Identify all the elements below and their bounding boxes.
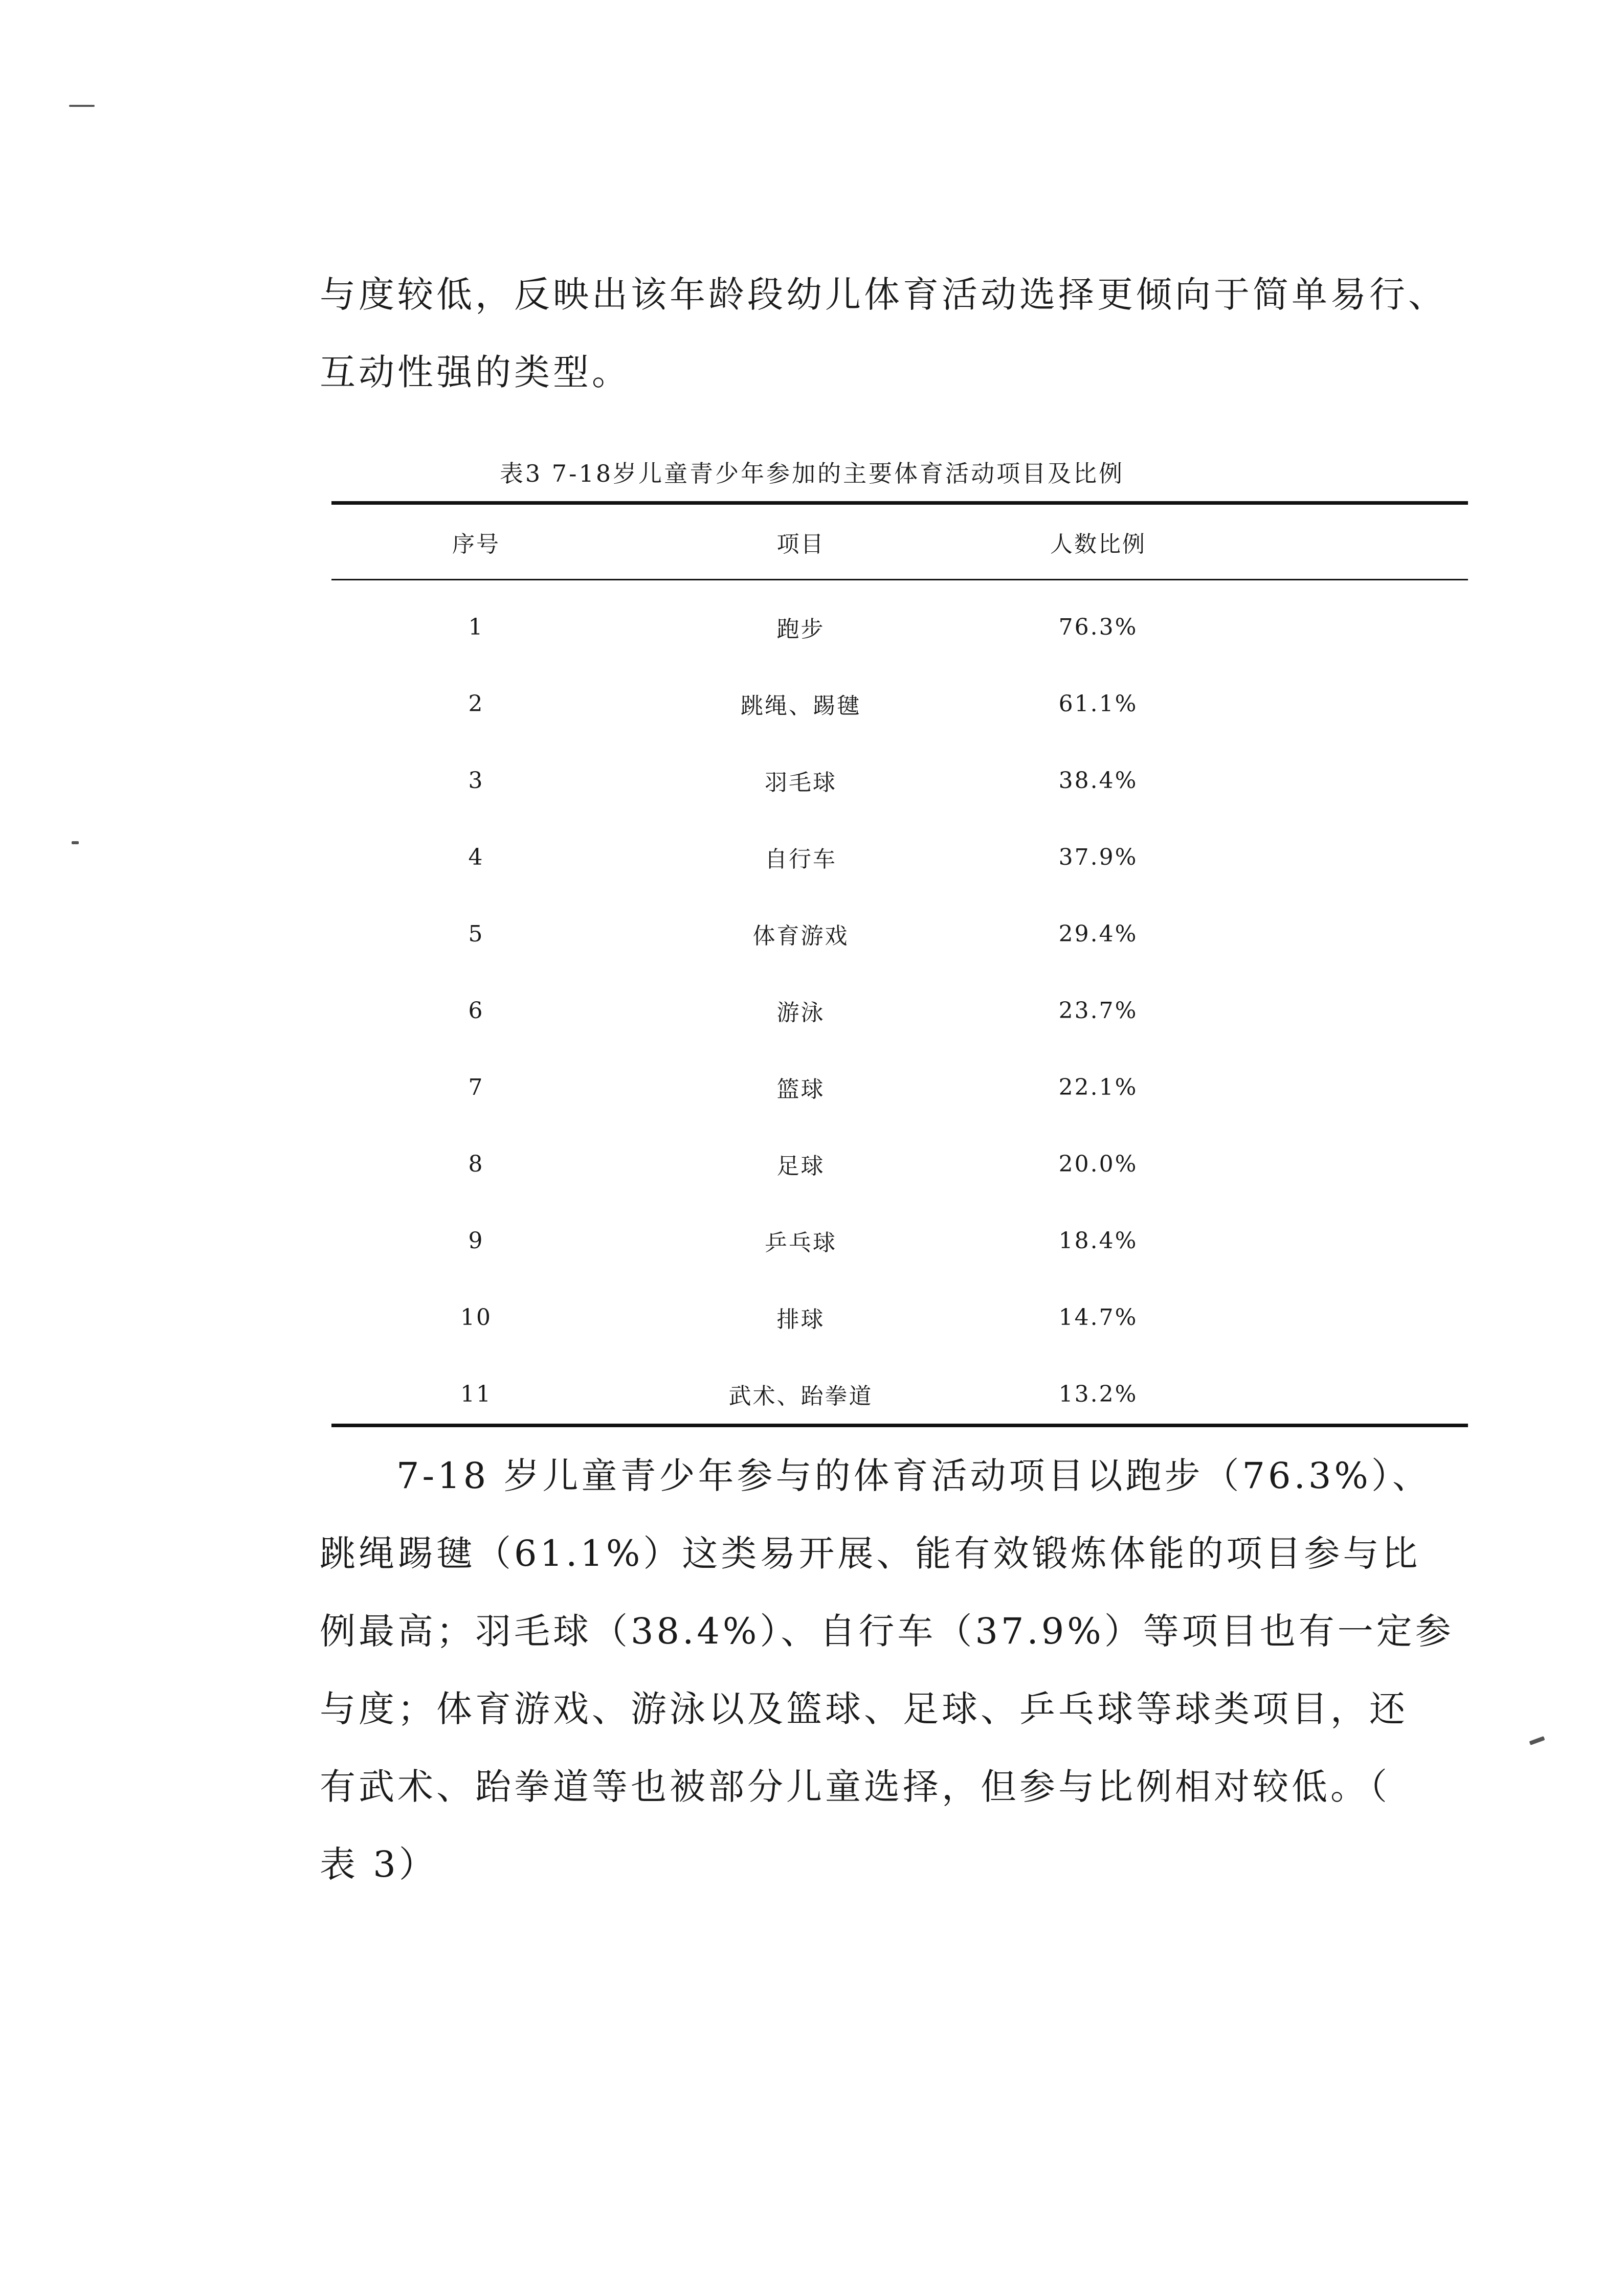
table-row [331,1279,1468,1356]
paragraph-line: 表 3） [320,1843,438,1885]
cell-ratio-value: 20.0% [1058,1151,1138,1177]
scan-speck [72,841,79,844]
cell-index: 5 [468,920,484,947]
cell-ratio-value: 76.3% [1058,614,1138,640]
cell-item: 体育游戏 [752,923,849,949]
cell-index: 9 [468,1227,484,1254]
table-caption: 表3 7-18岁儿童青少年参加的主要体育活动项目及比例 [499,460,1125,487]
cell-ratio [981,768,1468,794]
table-row [331,589,1468,665]
cell-item: 足球 [776,1153,825,1179]
cell-ratio-value: 23.7% [1058,997,1138,1024]
table-row [331,895,1468,972]
header-ratio-label: 人数比例 [1050,531,1146,557]
cell-index: 11 [460,1381,492,1407]
cell-ratio-value: 13.2% [1058,1381,1138,1407]
cell-ratio-value: 38.4% [1058,767,1138,794]
cell-item: 排球 [776,1307,825,1333]
cell-ratio [981,1151,1468,1177]
header-ratio [981,526,1468,558]
table-row [331,972,1468,1049]
table-row [331,1049,1468,1126]
cell-ratio-value: 14.7% [1058,1304,1138,1331]
paragraph-bottom [320,1437,1476,1903]
cell-index: 6 [468,997,484,1024]
cell-index: 3 [468,767,484,794]
paragraph-line: 互动性强的类型。 [320,351,631,393]
table-row [331,819,1468,895]
paragraph-line: 有武术、跆拳道等也被部分儿童选择，但参与比例相对较低。（ [320,1766,1390,1808]
table-row [331,665,1468,742]
scan-speck [1529,1736,1545,1745]
scan-speck [69,105,95,107]
cell-item: 游泳 [776,1000,825,1026]
paragraph-line: 例最高；羽毛球（38.4%）、自行车（37.9%）等项目也有一定参 [320,1610,1454,1652]
cell-ratio-value: 37.9% [1058,844,1138,870]
cell-ratio [981,1228,1468,1254]
cell-ratio [981,1074,1468,1100]
cell-ratio [981,998,1468,1024]
activity-table [331,505,1468,1409]
cell-item: 篮球 [776,1076,825,1102]
cell-index: 8 [468,1151,484,1177]
paragraph-line: 7-18 岁儿童青少年参与的体育活动项目以跑步（76.3%）、 [396,1455,1431,1497]
table-top-rule [331,501,1468,505]
cell-ratio-value: 18.4% [1058,1227,1138,1254]
table-header-row [331,505,1468,579]
header-item: 项目 [776,531,825,557]
cell-item: 自行车 [765,846,837,872]
cell-ratio [981,1381,1468,1407]
cell-ratio [981,921,1468,947]
cell-item: 跑步 [776,616,825,642]
cell-index: 2 [468,690,484,717]
paragraph-line: 与度较低，反映出该年龄段幼儿体育活动选择更倾向于简单易行、 [320,274,1447,316]
paragraph-top [320,256,1476,411]
cell-item: 羽毛球 [765,770,837,796]
table-body [331,589,1468,1432]
paragraph-line: 跳绳踢毽（61.1%）这类易开展、能有效锻炼体能的项目参与比 [320,1533,1421,1574]
cell-item: 武术、跆拳道 [728,1383,873,1409]
cell-ratio [981,614,1468,640]
table-row [331,742,1468,819]
table-row [331,1126,1468,1202]
cell-index: 4 [468,844,484,870]
table-row [331,1356,1468,1432]
table-row [331,1202,1468,1279]
cell-index: 7 [468,1074,484,1100]
cell-ratio [981,844,1468,870]
cell-ratio [981,691,1468,717]
table-header-rule [331,579,1468,580]
paragraph-line: 与度；体育游戏、游泳以及篮球、足球、乒乓球等球类项目，还 [320,1688,1408,1730]
cell-index: 1 [468,614,484,640]
cell-item: 乒乓球 [765,1230,837,1256]
cell-ratio [981,1304,1468,1331]
cell-ratio-value: 22.1% [1058,1074,1138,1100]
cell-index: 10 [460,1304,492,1331]
header-index: 序号 [452,531,500,557]
cell-ratio-value: 61.1% [1058,690,1138,717]
cell-ratio-value: 29.4% [1058,920,1138,947]
cell-item: 跳绳、踢毽 [741,693,861,719]
